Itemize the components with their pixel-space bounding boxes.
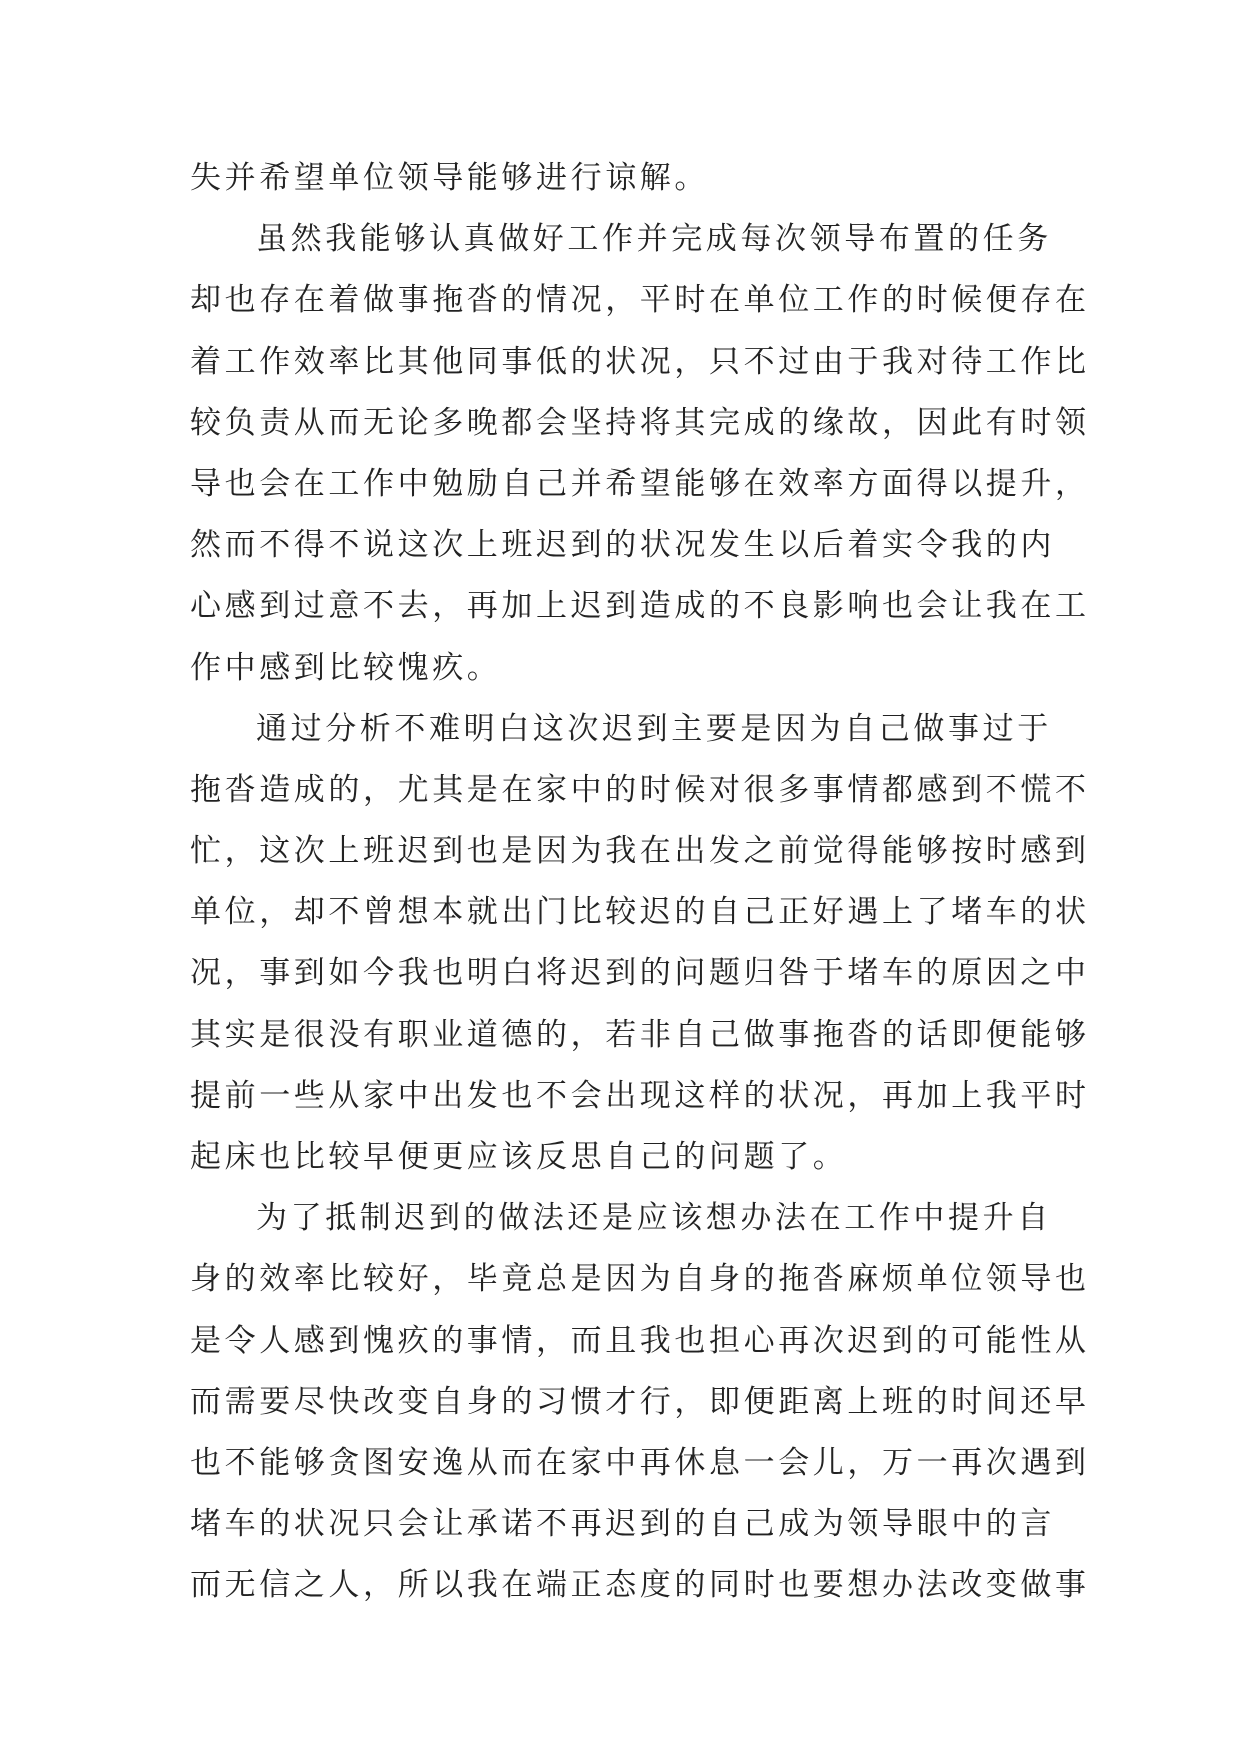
text-line: 单位，却不曾想本就出门比较迟的自己正好遇上了堵车的状 — [190, 894, 1090, 931]
text-line: 忙，这次上班迟到也是因为我在出发之前觉得能够按时感到 — [190, 833, 1090, 870]
text-line: 起床也比较早便更应该反思自己的问题了。 — [190, 1139, 848, 1175]
text-line: 其实是很没有职业道德的，若非自己做事拖沓的话即便能够 — [190, 1016, 1090, 1053]
text-line: 提前一些从家中出发也不会出现这样的状况，再加上我平时 — [190, 1077, 1090, 1114]
text-line: 况，事到如今我也明白将迟到的问题归咎于堵车的原因之中 — [190, 955, 1090, 992]
paragraph-first-line: 虽然我能够认真做好工作并完成每次领导布置的任务 — [256, 221, 1052, 258]
text-line: 作中感到比较愧疚。 — [190, 649, 502, 686]
text-line: 是令人感到愧疚的事情，而且我也担心再次迟到的可能性从 — [190, 1322, 1090, 1359]
body-text — [190, 148, 1090, 1617]
text-line: 而需要尽快改变自身的习惯才行，即便距离上班的时间还早 — [190, 1383, 1090, 1420]
paragraph-first-line: 通过分析不难明白这次迟到主要是因为自己做事过于 — [256, 710, 1052, 747]
text-line: 失并希望单位领导能够进行谅解。 — [190, 160, 709, 196]
text-line: 身的效率比较好，毕竟总是因为自身的拖沓麻烦单位领导也 — [190, 1261, 1090, 1298]
text-line: 着工作效率比其他同事低的状况，只不过由于我对待工作比 — [190, 343, 1090, 380]
text-line: 然而不得不说这次上班迟到的状况发生以后着实令我的内 — [190, 527, 1055, 564]
text-line: 堵车的状况只会让承诺不再迟到的自己成为领导眼中的言 — [190, 1506, 1055, 1543]
text-line: 而无信之人，所以我在端正态度的同时也要想办法改变做事 — [190, 1567, 1090, 1604]
text-line: 也不能够贪图安逸从而在家中再休息一会儿，万一再次遇到 — [190, 1444, 1090, 1481]
text-line: 导也会在工作中勉励自己并希望能够在效率方面得以提升， — [190, 465, 1090, 502]
text-line: 却也存在着做事拖沓的情况，平时在单位工作的时候便存在 — [190, 282, 1090, 319]
paragraph-first-line: 为了抵制迟到的做法还是应该想办法在工作中提升自 — [256, 1200, 1052, 1237]
text-line: 较负责从而无论多晚都会坚持将其完成的缘故，因此有时领 — [190, 404, 1090, 441]
text-line: 拖沓造成的，尤其是在家中的时候对很多事情都感到不慌不 — [190, 771, 1090, 808]
text-line: 心感到过意不去，再加上迟到造成的不良影响也会让我在工 — [190, 588, 1090, 625]
